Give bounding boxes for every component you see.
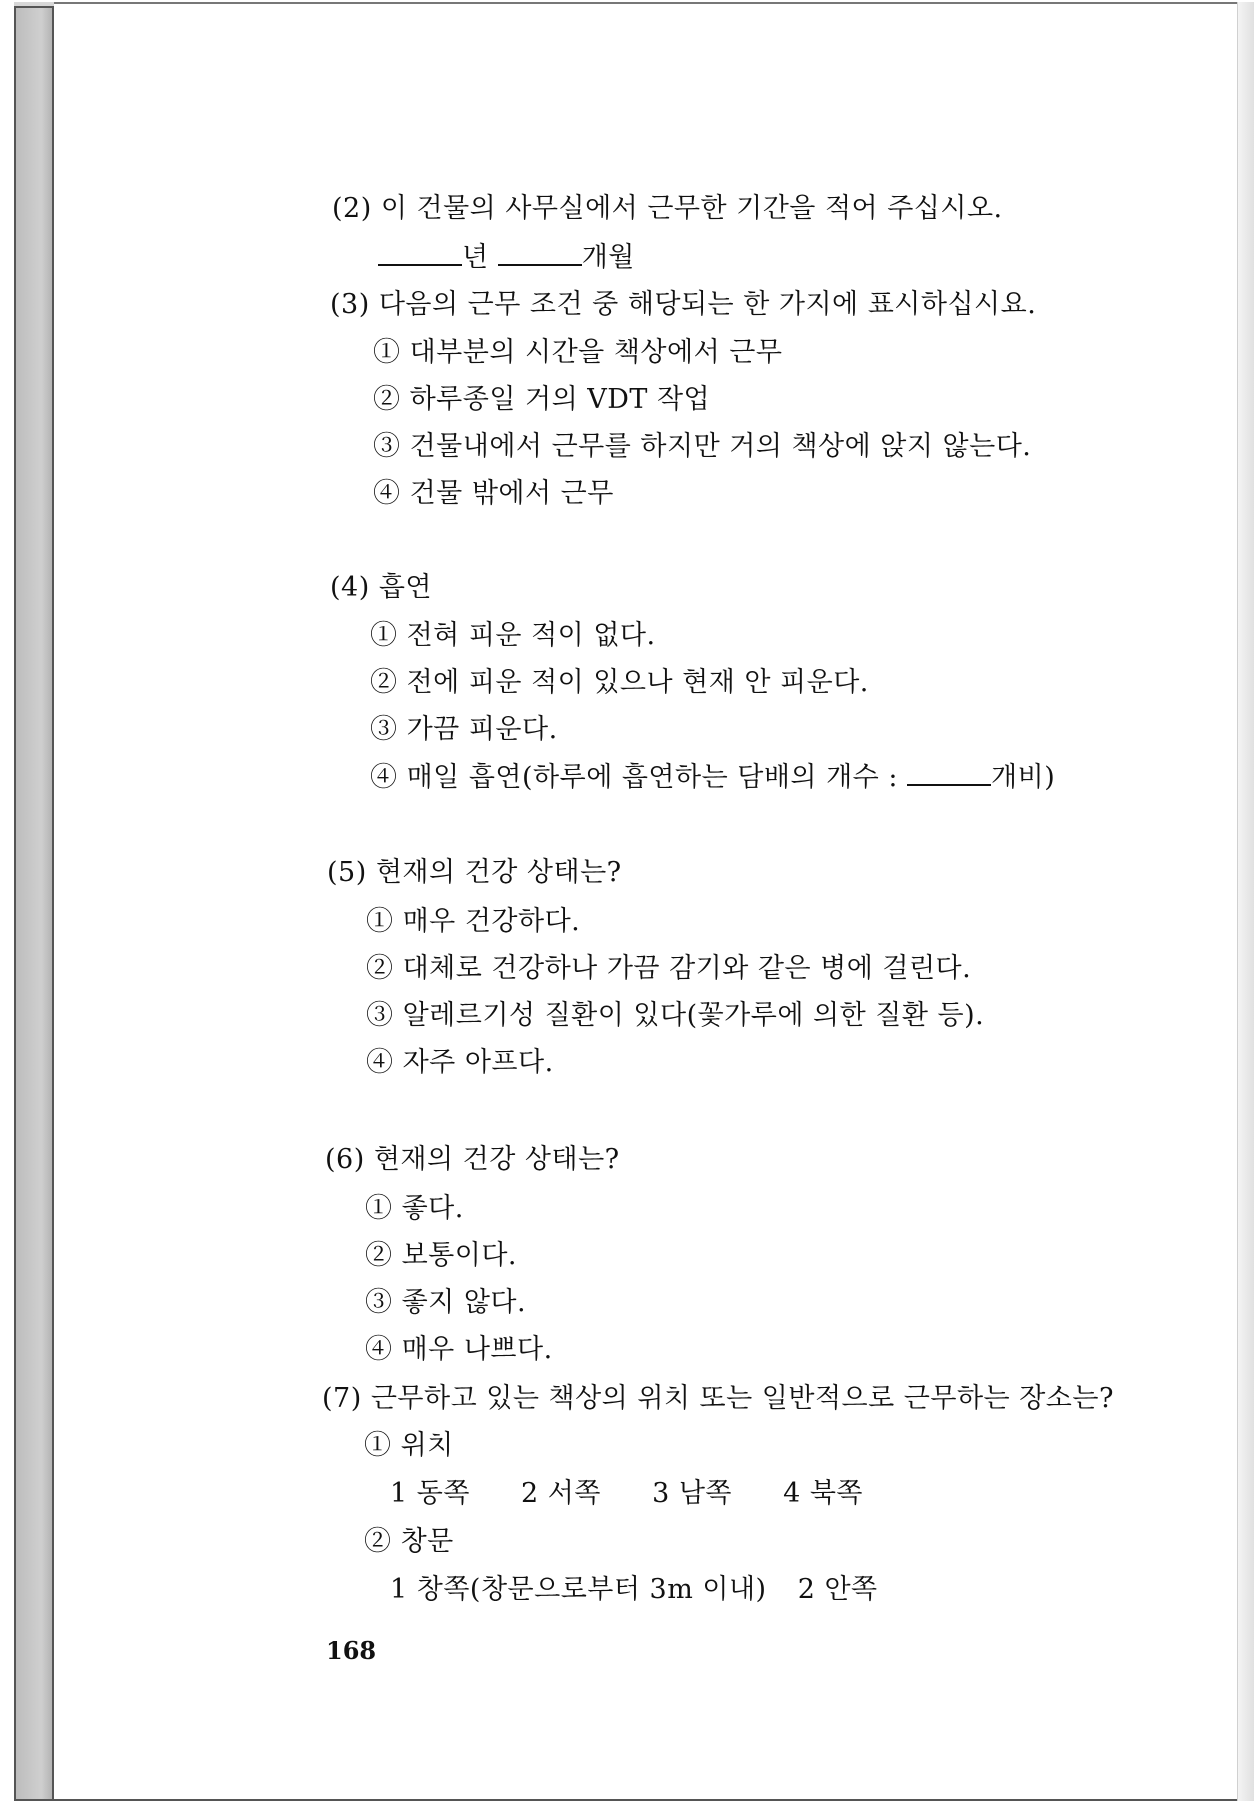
q5-option-4[interactable]: ④ 자주 아프다. [366,1047,554,1078]
q5-text: (5) 현재의 건강 상태는? [327,857,622,888]
q7-text: (7) 근무하고 있는 책상의 위치 또는 일반적으로 근무하는 장소는? [322,1383,1114,1414]
cigarette-count-blank[interactable] [907,760,991,786]
q7-window-row [390,1573,920,1607]
month-label: 개월 [581,242,635,273]
book-spine [14,6,54,1801]
direction-east[interactable]: 1 동쪽 [390,1478,470,1509]
q3-option-3[interactable]: ③ 건물내에서 근무를 하지만 거의 책상에 앉지 않는다. [373,431,1032,462]
q6-option-4[interactable]: ④ 매우 나쁘다. [365,1334,553,1365]
q4-option-4-suffix: 개비) [991,762,1056,793]
q3-text: (3) 다음의 근무 조건 중 해당되는 한 가지에 표시하십시요. [330,289,1037,320]
q7-direction-row [390,1477,905,1511]
q5-option-3[interactable]: ③ 알레르기성 질환이 있다(꽃가루에 의한 질환 등). [366,1000,985,1031]
q3-option-1[interactable]: ① 대부분의 시간을 책상에서 근무 [373,337,783,368]
q5-option-2[interactable]: ② 대체로 건강하나 가끔 감기와 같은 병에 걸린다. [366,953,972,984]
q6-option-1[interactable]: ① 좋다. [365,1193,464,1224]
q4-text: (4) 흡연 [330,572,432,603]
q2-answer-line [378,240,635,275]
direction-west[interactable]: 2 서쪽 [521,1478,601,1509]
q6-option-3[interactable]: ③ 좋지 않다. [365,1287,527,1318]
q6-option-2[interactable]: ② 보통이다. [365,1240,517,1271]
month-blank[interactable] [498,240,582,266]
page-number: 168 [326,1636,377,1665]
page-edge [1237,2,1254,1801]
q7-sub1: ① 위치 [364,1430,454,1461]
q3-option-4[interactable]: ④ 건물 밖에서 근무 [373,478,614,509]
q4-option-2[interactable]: ② 전에 피운 적이 있으나 현재 안 피운다. [370,667,869,698]
q4-option-4[interactable] [370,760,1055,795]
year-label: 년 [462,242,489,273]
year-blank[interactable] [378,240,462,266]
q3-option-2[interactable]: ② 하루종일 거의 VDT 작업 [373,384,711,415]
page [54,2,1239,1801]
q4-option-4-text: ④ 매일 흡연(하루에 흡연하는 담배의 개수 : [370,762,898,793]
window-inside[interactable]: 2 안쪽 [797,1574,878,1605]
q6-text: (6) 현재의 건강 상태는? [325,1144,620,1175]
q5-option-1[interactable]: ① 매우 건강하다. [366,906,581,937]
direction-north[interactable]: 4 북쪽 [783,1478,864,1509]
q4-option-1[interactable]: ① 전혀 피운 적이 없다. [370,620,656,651]
q7-sub2: ② 창문 [364,1526,454,1557]
q2-text: (2) 이 건물의 사무실에서 근무한 기간을 적어 주십시오. [332,193,1003,224]
window-near[interactable]: 1 창쪽(창문으로부터 3m 이내) [390,1574,767,1605]
q4-option-3[interactable]: ③ 가끔 피운다. [370,714,558,745]
direction-south[interactable]: 3 남쪽 [652,1478,732,1509]
